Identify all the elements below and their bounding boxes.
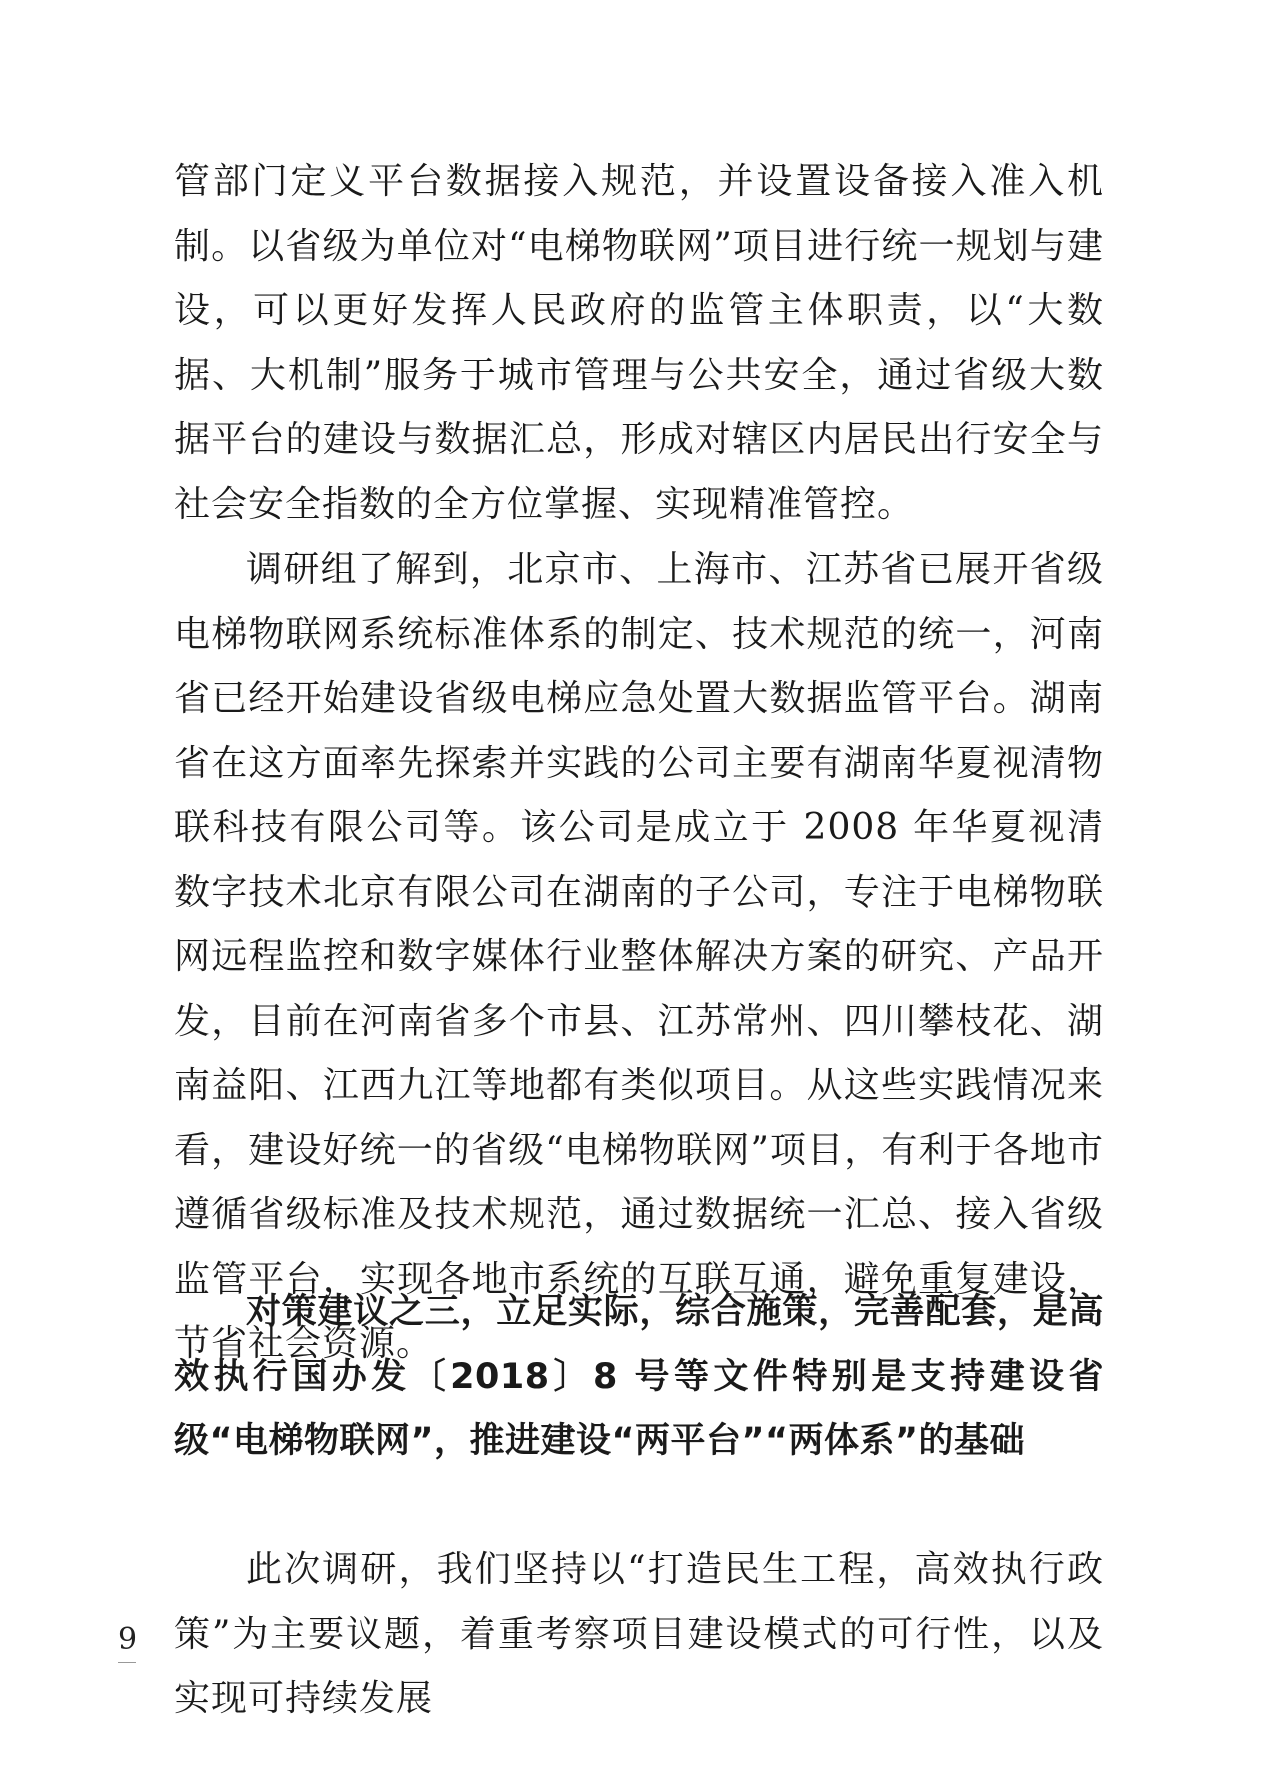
paragraph-text: 管部门定义平台数据接入规范，并设置设备接入准入机制。以省级为单位对“电梯物联网”项目进行统一规划与建设，可以更好发挥人民政府的监管主体职责，以“大数据、大机制”服务于城市管理与公共安全，通过省级大数据平台的建设与数据汇总，形成对辖区内居民出行安全与社会安全指数的全方位掌握、实现精准管控。 [174, 161, 1104, 525]
paragraph-text: 调研组了解到，北京市、上海市、江苏省已展开省级电梯物联网系统标准体系的制定、技术规范的统一，河南省已经开始建设省级电梯应急处置大数据监管平台。湖南省在这方面率先探索并实践的公司主要有湖南华夏视清物联科技有限公司等。该公司是成立于 2008 年华夏视清数字技术北京有限公司在湖南的子公司，专注于电梯物联网远程监控和数字媒体行业整体解决方案的研究、产品开发，目前在河南省多个市县、江苏常州、四川攀枝花、湖南益阳、江西九江等地都有类似项目。从这些实践情况来看，建设好统一的省级“电梯物联网”项目，有利于各地市遵循省级标准及技术规范，通过数据统一汇总、接入省级监管平台，实现各地市系统的互联互通，避免重复建设，节省社会资源。 [174, 549, 1104, 1364]
paragraph-text: 此次调研，我们坚持以“打造民生工程，高效执行政策”为主要议题，着重考察项目建设模式的可行性，以及实现可持续发展 [174, 1549, 1104, 1719]
paragraph-research-findings [174, 538, 1104, 1377]
page-number: 9 [118, 1622, 138, 1657]
heading-text: 对策建议之三，立足实际，综合施策，完善配套，是高效执行国办发〔2018〕8 号等文件特别是支持建设省级“电梯物联网”，推进建设“两平台”“两体系”的基础 [174, 1292, 1104, 1461]
page-number-underline [118, 1662, 136, 1663]
section-heading [174, 1280, 1104, 1474]
paragraph-survey-intro [174, 1538, 1104, 1732]
paragraph-continuation [174, 150, 1104, 537]
